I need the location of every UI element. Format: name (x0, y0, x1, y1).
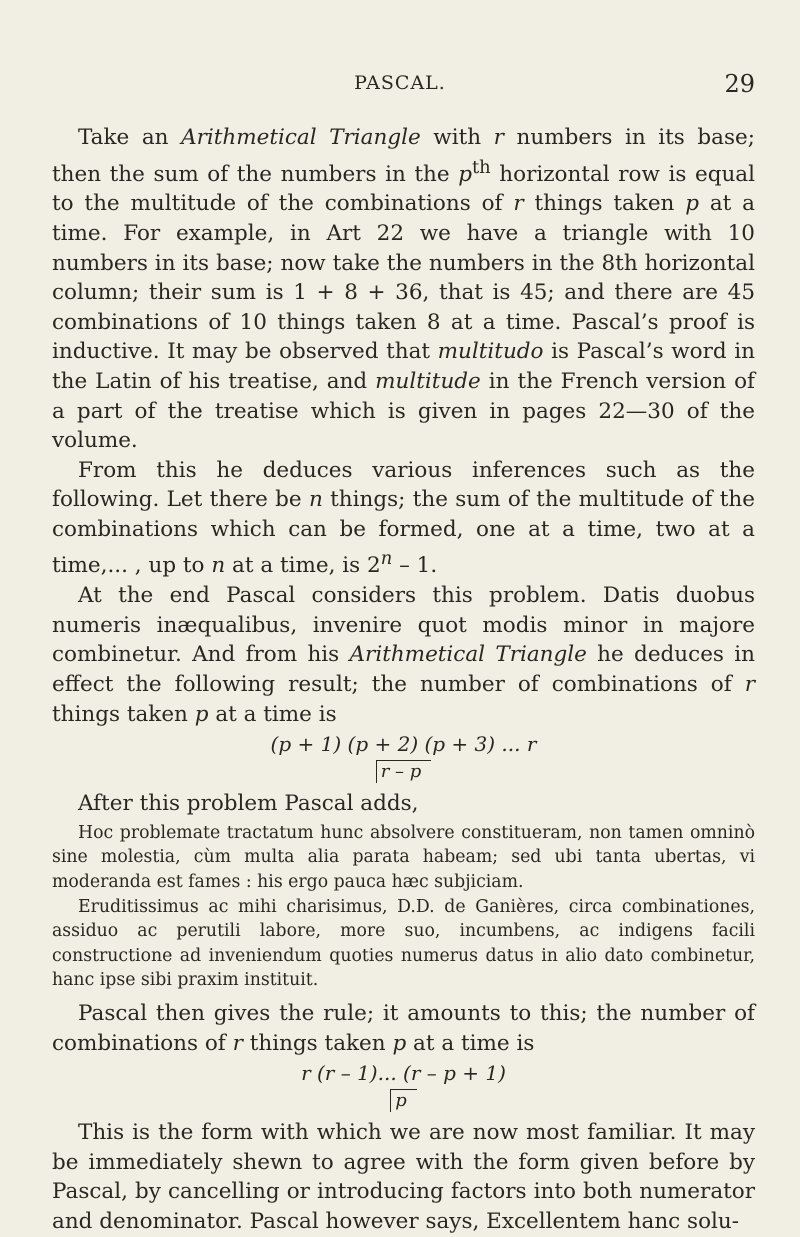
text-run: is Pascal’s word in the Latin of his treatise, and (52, 339, 755, 394)
italic-term: Arithmetical Triangle (349, 642, 587, 668)
text-run: at a time, is 2 (225, 553, 381, 579)
latin-quote-1: Hoc problemate tractatum hunc absolvere constitueram, non tamen omninò sine molestia, cùm multa alia parata habeam; sed ubi tanta ubertas, vi moderanda est fames : his ergo pauca hæc subjiciam. (52, 822, 755, 892)
text-run: horizontal row is equal to the multitude of the combinations of (52, 161, 756, 217)
variable: r (744, 672, 755, 697)
variable: r (493, 125, 504, 150)
formula-denominator-factorial: p (390, 1089, 417, 1112)
text-run: at a time is (208, 701, 337, 727)
text-run: Take an (78, 125, 182, 150)
formula-combinations-2 (52, 1060, 755, 1112)
text-run: things; the sum of the multitude of the combinations which can be formed, one at a time, two at a time,... , up to (52, 487, 755, 579)
variable: p (458, 161, 472, 187)
variable: r (232, 1030, 243, 1056)
text-run: numbers in its base; then the sum of the numbers in the (52, 125, 756, 187)
variable: n (211, 553, 226, 579)
formula-denominator-factorial: r – p (376, 760, 432, 783)
variable: p (392, 1030, 407, 1056)
text-run: From this he deduces various inferences such as the following. Let there be (52, 457, 755, 513)
text-run: At the end Pascal considers this problem. Datis duobus numeris inæqualibus, invenire quot modis minor in majore combinetur. And from his (52, 583, 755, 668)
text-run: things taken (242, 1030, 393, 1056)
formula-numerator: r (r – 1)... (r – p + 1) (301, 1061, 506, 1086)
superscript: th (471, 156, 491, 178)
text-run: Pascal then gives the rule; it amounts to this; the number of combinations of (52, 1000, 755, 1056)
variable: p (194, 701, 209, 727)
superscript-variable: n (380, 548, 393, 570)
text-run: things taken (523, 191, 686, 217)
italic-term: multitude (375, 368, 481, 394)
text-run: things taken (52, 701, 195, 727)
page-header (0, 72, 800, 102)
text-run: with (420, 125, 494, 150)
formula-combinations-1 (52, 731, 755, 783)
italic-term: multitudo (437, 339, 544, 365)
variable: r (513, 191, 524, 217)
running-head: PASCAL. (354, 72, 446, 94)
text-run: – 1. (392, 553, 438, 579)
text-run: at a time is (406, 1030, 535, 1056)
variable: n (308, 487, 323, 513)
paragraph-arithmetical-triangle (52, 123, 755, 456)
paragraph-after-problem: After this problem Pascal adds, (78, 791, 419, 817)
latin-quote-2: Eruditissimus ac mihi charisimus, D.D. de Ganières, circa combinationes, assiduo ac perutili labore, more suo, incumbens, ac indigens facili constructione ad inveniendum quoties numerus datus in alio dato combinetur, hanc ipse sibi praxim instituit. (52, 896, 755, 991)
page-body (52, 123, 755, 1237)
variable: p (685, 191, 700, 217)
paragraph-inferences (52, 456, 755, 582)
paragraph-problem (52, 581, 755, 729)
paragraph-rule (52, 999, 755, 1058)
text-run: at a time. For example, in Art 22 we have a triangle with 10 numbers in its base; now take the numbers in the 8th horizontal column; their sum is 1 + 8 + 36, that is 45; and there are 45 combinations of 10 things taken 8 at a time. Pascal’s proof is inductive. It may be observed that (52, 191, 755, 365)
text-run: he deduces in effect the following result; the number of combinations of (52, 642, 755, 697)
text-run: in the French version of a part of the treatise which is given in pages 22—30 of the volume. (52, 368, 755, 454)
formula-numerator: (p + 1) (p + 2) (p + 3) ... r (270, 732, 537, 757)
paragraph-familiar-form: This is the form with which we are now most familiar. It may be immediately shewn to agree with the form given before by Pascal, by cancelling or introducing factors into both numerator and denominator. Pascal however says, Excellentem hanc solu- (52, 1120, 755, 1234)
italic-term: Arithmetical Triangle (181, 125, 421, 150)
page-number: 29 (724, 70, 755, 98)
